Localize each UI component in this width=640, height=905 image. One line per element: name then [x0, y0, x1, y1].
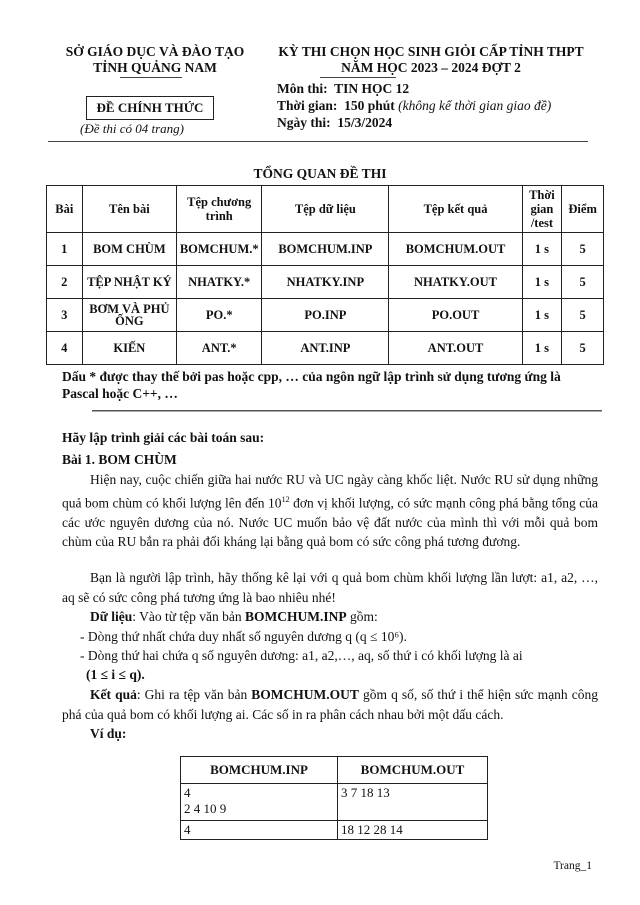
input-constraint: (1 ≤ i ≤ q).: [86, 667, 145, 682]
table-cell: BƠM VÀ PHỦ ỐNG: [82, 299, 177, 332]
col-header: BOMCHUM.INP: [181, 757, 338, 784]
table-cell: BOM CHÙM: [82, 233, 177, 266]
date-line: Ngày thi: 15/3/2024: [277, 115, 393, 130]
table-cell: ANT.OUT: [389, 332, 522, 365]
input-bullet: - Dòng thứ nhất chứa duy nhất số nguyên dương q (q ≤ 10⁶).: [80, 629, 407, 644]
table-cell: ANT.*: [177, 332, 262, 365]
overview-table: [46, 185, 604, 365]
input-description: Dữ liệu: Vào từ tệp văn bản BOMCHUM.INP gồm:: [90, 609, 378, 624]
department-name: SỞ GIÁO DỤC VÀ ĐÀO TẠO: [65, 44, 245, 59]
col-header: Tệp kết quả: [389, 186, 522, 233]
col-header: Tệp dữ liệu: [262, 186, 389, 233]
problem-title: Bài 1. BOM CHÙM: [62, 452, 177, 467]
example-table: [180, 756, 488, 840]
table-cell: BOMCHUM.*: [177, 233, 262, 266]
title-underline: [320, 77, 396, 78]
page-number: Trang_1: [553, 860, 592, 872]
table-cell: KIẾN: [82, 332, 177, 365]
table-cell: 1 s: [522, 332, 562, 365]
input-bullet: - Dòng thứ hai chứa q số nguyên dương: a1, a2,…, aq, số thứ i có khối lượng là ai: [80, 648, 523, 663]
table-cell: BOMCHUM.OUT: [389, 233, 522, 266]
col-header: Tên bài: [82, 186, 177, 233]
table-cell: 5: [562, 233, 604, 266]
section-divider: [92, 410, 602, 412]
table-cell: 3: [47, 299, 83, 332]
table-row: [47, 266, 604, 299]
table-cell: 5: [562, 299, 604, 332]
exam-title-block: [258, 44, 604, 76]
col-header: BOMCHUM.OUT: [338, 757, 488, 784]
table-cell: NHATKY.OUT: [389, 266, 522, 299]
exam-info: [277, 80, 551, 131]
table-cell: 4: [181, 821, 338, 840]
province-name: TỈNH QUẢNG NAM: [93, 60, 217, 75]
col-header: Thời gian /test: [522, 186, 562, 233]
overview-header-row: [47, 186, 604, 233]
table-cell: 2: [47, 266, 83, 299]
table-row: [47, 299, 604, 332]
overview-title: TỔNG QUAN ĐỀ THI: [253, 166, 387, 181]
table-cell: 1: [47, 233, 83, 266]
table-cell: PO.OUT: [389, 299, 522, 332]
col-header: Điểm: [562, 186, 604, 233]
col-header: Bài: [47, 186, 83, 233]
table-cell: 5: [562, 266, 604, 299]
problem-paragraph: Hiện nay, cuộc chiến giữa hai nước RU và UC ngày càng khốc liệt. Nước RU sử dụng những quả bom chùm có khối lượng lên đến $10^{12}$ đơn vị khối lượng, có sức mạnh công phá bằng tổng của các ước nguyên dương của nó. Nước UC muốn bảo vệ đất nước của mình thì với mỗi quả bom chùm của RU bắn ra phải đối kháng lại bằng quả bom có sức công phá tương đương.: [62, 472, 598, 549]
header-divider: [48, 141, 588, 142]
extension-note: Dấu * được thay thế bởi pas hoặc cpp, … của ngôn ngữ lập trình sử dụng tương ứng là Pascal hoặc C++, …: [62, 369, 561, 401]
page-count-note: (Đề thi có 04 trang): [80, 121, 184, 136]
output-description: Kết quả: Ghi ra tệp văn bản BOMCHUM.OUT gồm q số, số thứ i thể hiện sức mạnh công phá của quả bom có khối lượng ai. Các số in ra phân cách nhau bởi một dấu cách.: [62, 687, 598, 722]
official-stamp: ĐỀ CHÍNH THỨC: [86, 96, 214, 120]
table-cell: 18 12 28 14: [338, 821, 488, 840]
exam-year: NĂM HỌC 2023 – 2024 ĐỢT 2: [341, 60, 521, 75]
time-line: Thời gian: 150 phút (không kể thời gian giao đề): [277, 98, 552, 113]
instructions: Hãy lập trình giải các bài toán sau:: [62, 430, 265, 445]
table-row: [47, 332, 604, 365]
dept-underline: [120, 77, 182, 78]
department-block: [48, 44, 262, 76]
table-cell: PO.INP: [262, 299, 389, 332]
table-cell: PO.*: [177, 299, 262, 332]
problem-paragraph: Bạn là người lập trình, hãy thống kê lại với q quả bom chùm khối lượng lần lượt: a1, a2, …, aq sẽ có sức công phá tương ứng là bao nhiêu nhé!: [62, 570, 598, 605]
table-row: [181, 821, 488, 840]
table-cell: 5: [562, 332, 604, 365]
table-cell: ANT.INP: [262, 332, 389, 365]
table-cell: NHATKY.INP: [262, 266, 389, 299]
table-cell: 1 s: [522, 266, 562, 299]
table-row: [47, 233, 604, 266]
example-label: Ví dụ:: [90, 726, 127, 741]
table-cell: 3 7 18 13: [338, 784, 488, 821]
table-cell: 1 s: [522, 299, 562, 332]
exam-title: KỲ THI CHỌN HỌC SINH GIỎI CẤP TỈNH THPT: [278, 44, 584, 59]
example-header-row: [181, 757, 488, 784]
table-cell: 1 s: [522, 233, 562, 266]
table-cell: BOMCHUM.INP: [262, 233, 389, 266]
table-row: [181, 784, 488, 821]
table-cell: NHATKY.*: [177, 266, 262, 299]
col-header: Tệp chương trình: [177, 186, 262, 233]
table-cell: 4: [47, 332, 83, 365]
table-cell: TỆP NHẬT KÝ: [82, 266, 177, 299]
table-cell: 4 2 4 10 9: [181, 784, 338, 821]
subject-line: Môn thi: TIN HỌC 12: [277, 81, 410, 96]
